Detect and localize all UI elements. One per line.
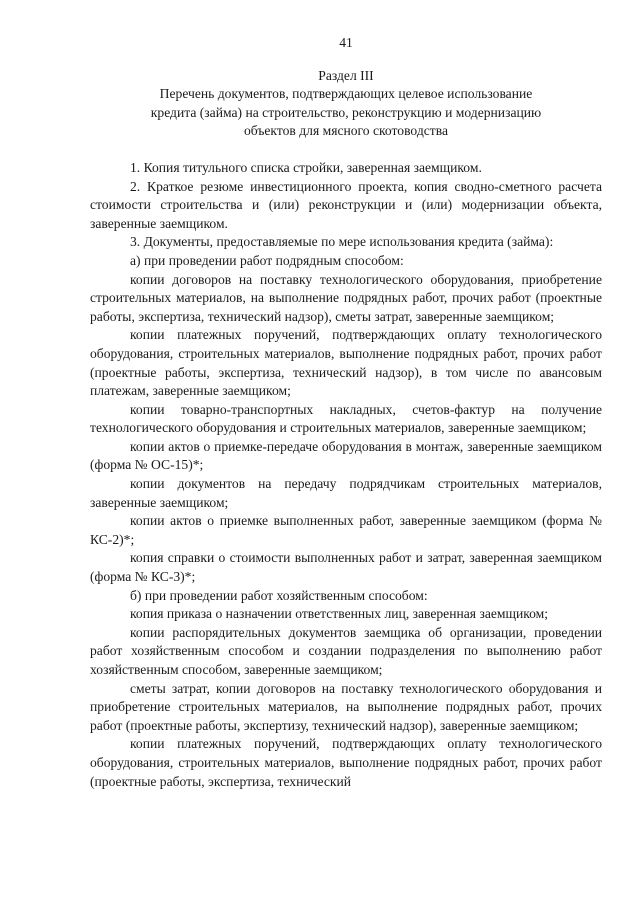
paragraph: копии платежных поручений, подтверждающих оплату технологического оборудования, строительных материалов, выполнение подрядных работ, прочих работ (проектные работы, экспертиза, технический надзор), в том числе по авансовым платежам, заверенные заемщиком; <box>90 327 602 399</box>
paragraph: копия справки о стоимости выполненных работ и затрат, заверенная заемщиком (форма № КС-3)*; <box>90 550 602 585</box>
paragraph: б) при проведении работ хозяйственным способом: <box>130 587 428 603</box>
paragraph: копии товарно-транспортных накладных, счетов-фактур на получение технологического оборудования и строительных материалов, заверенные заемщиком; <box>90 401 602 436</box>
paragraph: копии документов на передачу подрядчикам строительных материалов, заверенные заемщиком; <box>90 476 602 510</box>
list-title-line: кредита (займа) на строительство, реконструкцию и модернизацию <box>150 104 542 120</box>
paragraph: копии актов о приемке выполненных работ, заверенные заемщиком (форма № КС-2)*; <box>90 513 602 547</box>
paragraph: 3. Документы, предоставляемые по мере использования кредита (займа): <box>130 234 554 250</box>
paragraph: копия приказа о назначении ответственных лиц, заверенная заемщиком; <box>130 606 549 622</box>
paragraph: копии актов о приемке-передаче оборудования в монтаж, заверенные заемщиком (форма № ОС-15)*; <box>90 438 602 473</box>
paragraph: копии платежных поручений, подтверждающих оплату технологического оборудования, строительных материалов, выполнение подрядных работ, прочих работ (проектные работы, экспертиза, технический <box>90 736 602 789</box>
list-title-line: объектов для мясного скотоводства <box>244 123 448 139</box>
heading-spacer <box>90 141 602 159</box>
paragraph: 2. Краткое резюме инвестиционного проекта, копия сводно-сметного расчета стоимости строительства и (или) реконструкции и (или) модернизации объекта, заверенные заемщиком. <box>90 178 602 231</box>
paragraph: копии договоров на поставку технологического оборудования, приобретение строительных материалов, на выполнение подрядных работ, прочих работ (проектные работы, экспертиза, технический надзор), сметы затрат, заверенные заемщиком; <box>90 271 602 324</box>
section-title: Раздел III <box>318 67 374 83</box>
paragraph: сметы затрат, копии договоров на поставку технологического оборудования и приобретение строительных материалов, на выполнение подрядных работ, прочих работ (проектные работы, экспертизу, технический надзор), заверенные заемщиком; <box>90 680 602 733</box>
paragraph: 1. Копия титульного списка стройки, заверенная заемщиком. <box>130 159 482 175</box>
page-number: 41 <box>339 35 353 50</box>
paragraph: а) при проведении работ подрядным способом: <box>130 252 404 268</box>
paragraph: копии распорядительных документов заемщика об организации, проведении работ хозяйственным способом и создании подразделения по выполнению работ хозяйственным способом, заверенные заемщиком; <box>90 624 602 677</box>
list-title-line: Перечень документов, подтверждающих целевое использование <box>159 86 533 102</box>
